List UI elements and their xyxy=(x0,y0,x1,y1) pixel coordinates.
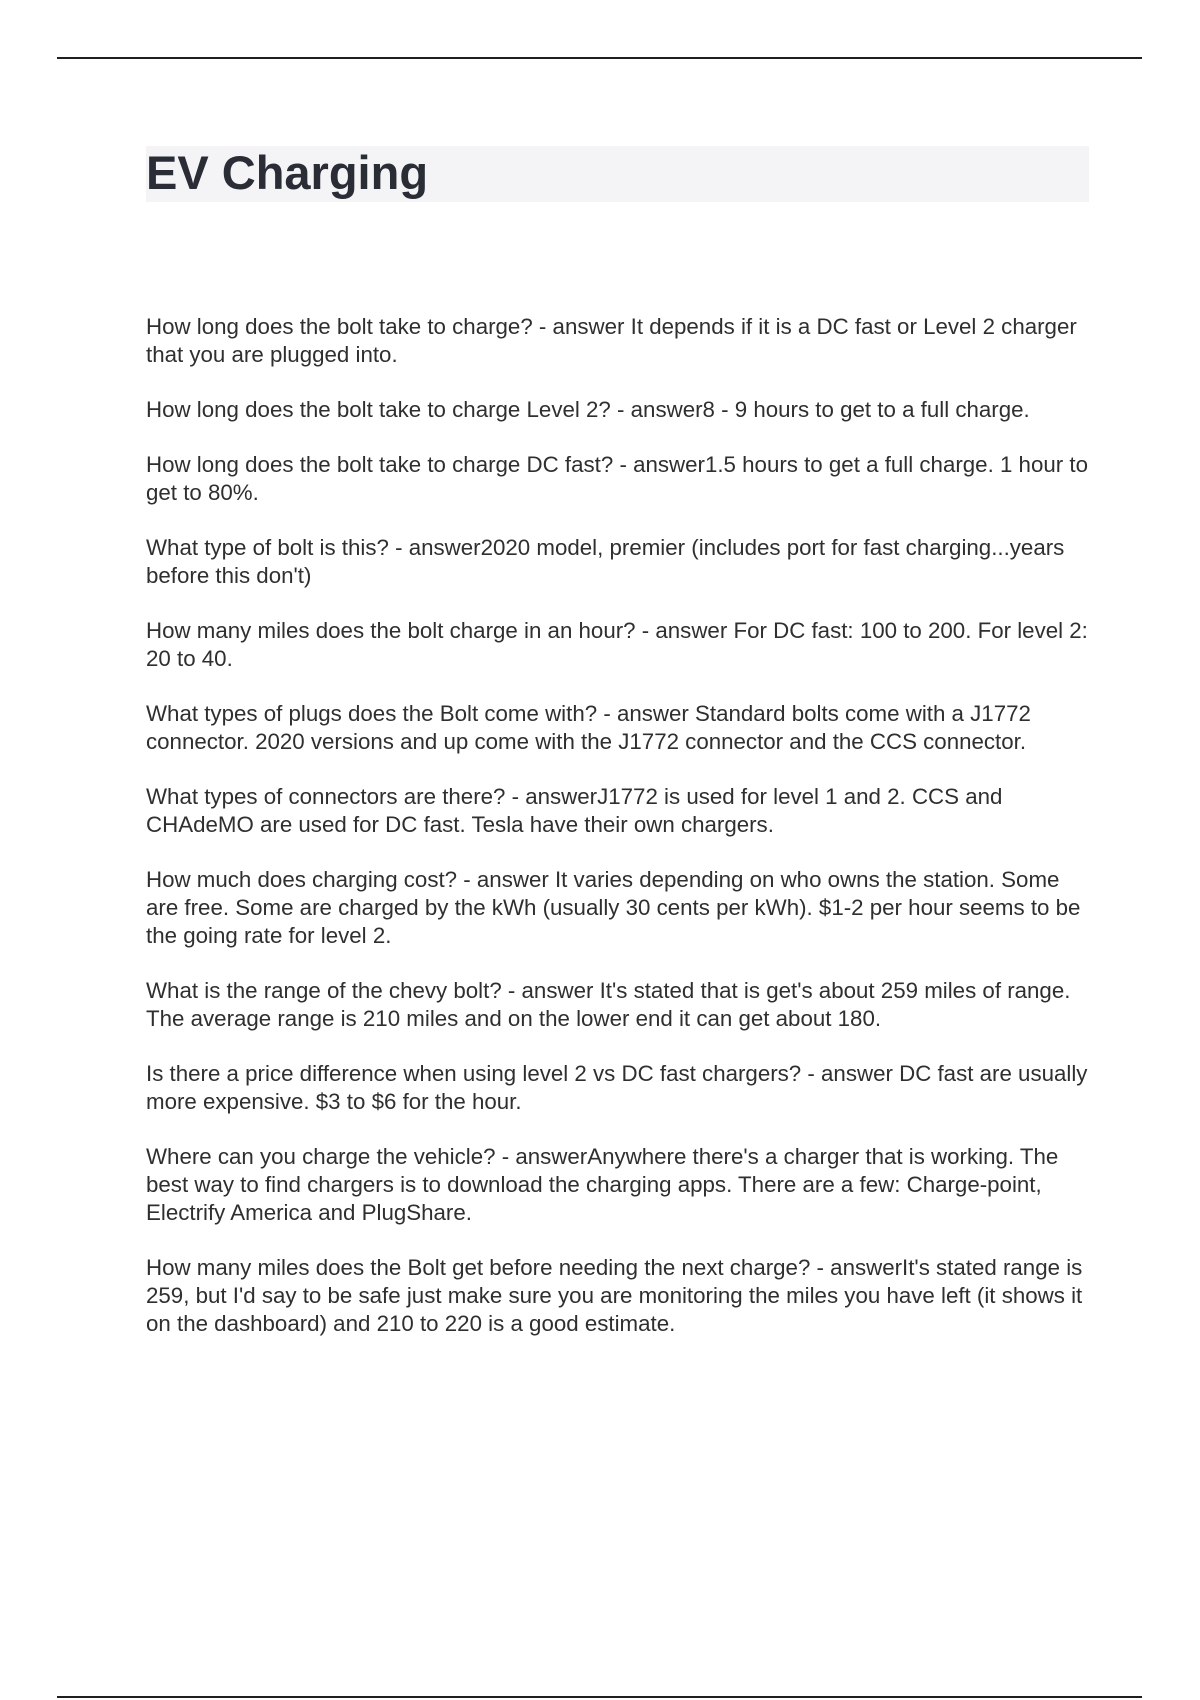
qa-item: Where can you charge the vehicle? - answerAnywhere there's a charger that is working. The best way to find chargers is to download the charging apps. There are a few: Charge-point, Electrify America and PlugShare. xyxy=(146,1144,1059,1225)
qa-item: How long does the bolt take to charge? - answer It depends if it is a DC fast or Level 2 charger that you are plugged into. xyxy=(146,314,1077,367)
top-rule xyxy=(57,57,1142,59)
page-title: EV Charging xyxy=(146,146,429,199)
qa-item: What type of bolt is this? - answer2020 model, premier (includes port for fast charging...years before this don't) xyxy=(146,535,1065,588)
qa-item: What is the range of the chevy bolt? - answer It's stated that is get's about 259 miles of range. The average range is 210 miles and on the lower end it can get about 180. xyxy=(146,978,1071,1031)
qa-item: How long does the bolt take to charge DC fast? - answer1.5 hours to get a full charge. 1 hour to get to 80%. xyxy=(146,452,1088,505)
qa-item: What types of plugs does the Bolt come with? - answer Standard bolts come with a J1772 connector. 2020 versions and up come with the J1772 connector and the CCS connector. xyxy=(146,701,1031,754)
qa-item: What types of connectors are there? - answerJ1772 is used for level 1 and 2. CCS and CHAdeMO are used for DC fast. Tesla have their own chargers. xyxy=(146,784,1003,837)
qa-item: How many miles does the Bolt get before needing the next charge? - answerIt's stated range is 259, but I'd say to be safe just make sure you are monitoring the miles you have left (it shows it on the dashboard) and 210 to 220 is a good estimate. xyxy=(146,1255,1083,1336)
qa-item: How many miles does the bolt charge in an hour? - answer For DC fast: 100 to 200. For level 2: 20 to 40. xyxy=(146,618,1088,671)
qa-item: How much does charging cost? - answer It varies depending on who owns the station. Some are free. Some are charged by the kWh (usually 30 cents per kWh). $1-2 per hour seems to be the going rate for level 2. xyxy=(146,867,1081,948)
qa-item: How long does the bolt take to charge Level 2? - answer8 - 9 hours to get to a full charge. xyxy=(146,397,1030,422)
qa-item: Is there a price difference when using level 2 vs DC fast chargers? - answer DC fast are usually more expensive. $3 to $6 for the hour. xyxy=(146,1061,1088,1114)
bottom-rule xyxy=(57,1696,1142,1698)
qa-list xyxy=(146,313,1091,1365)
